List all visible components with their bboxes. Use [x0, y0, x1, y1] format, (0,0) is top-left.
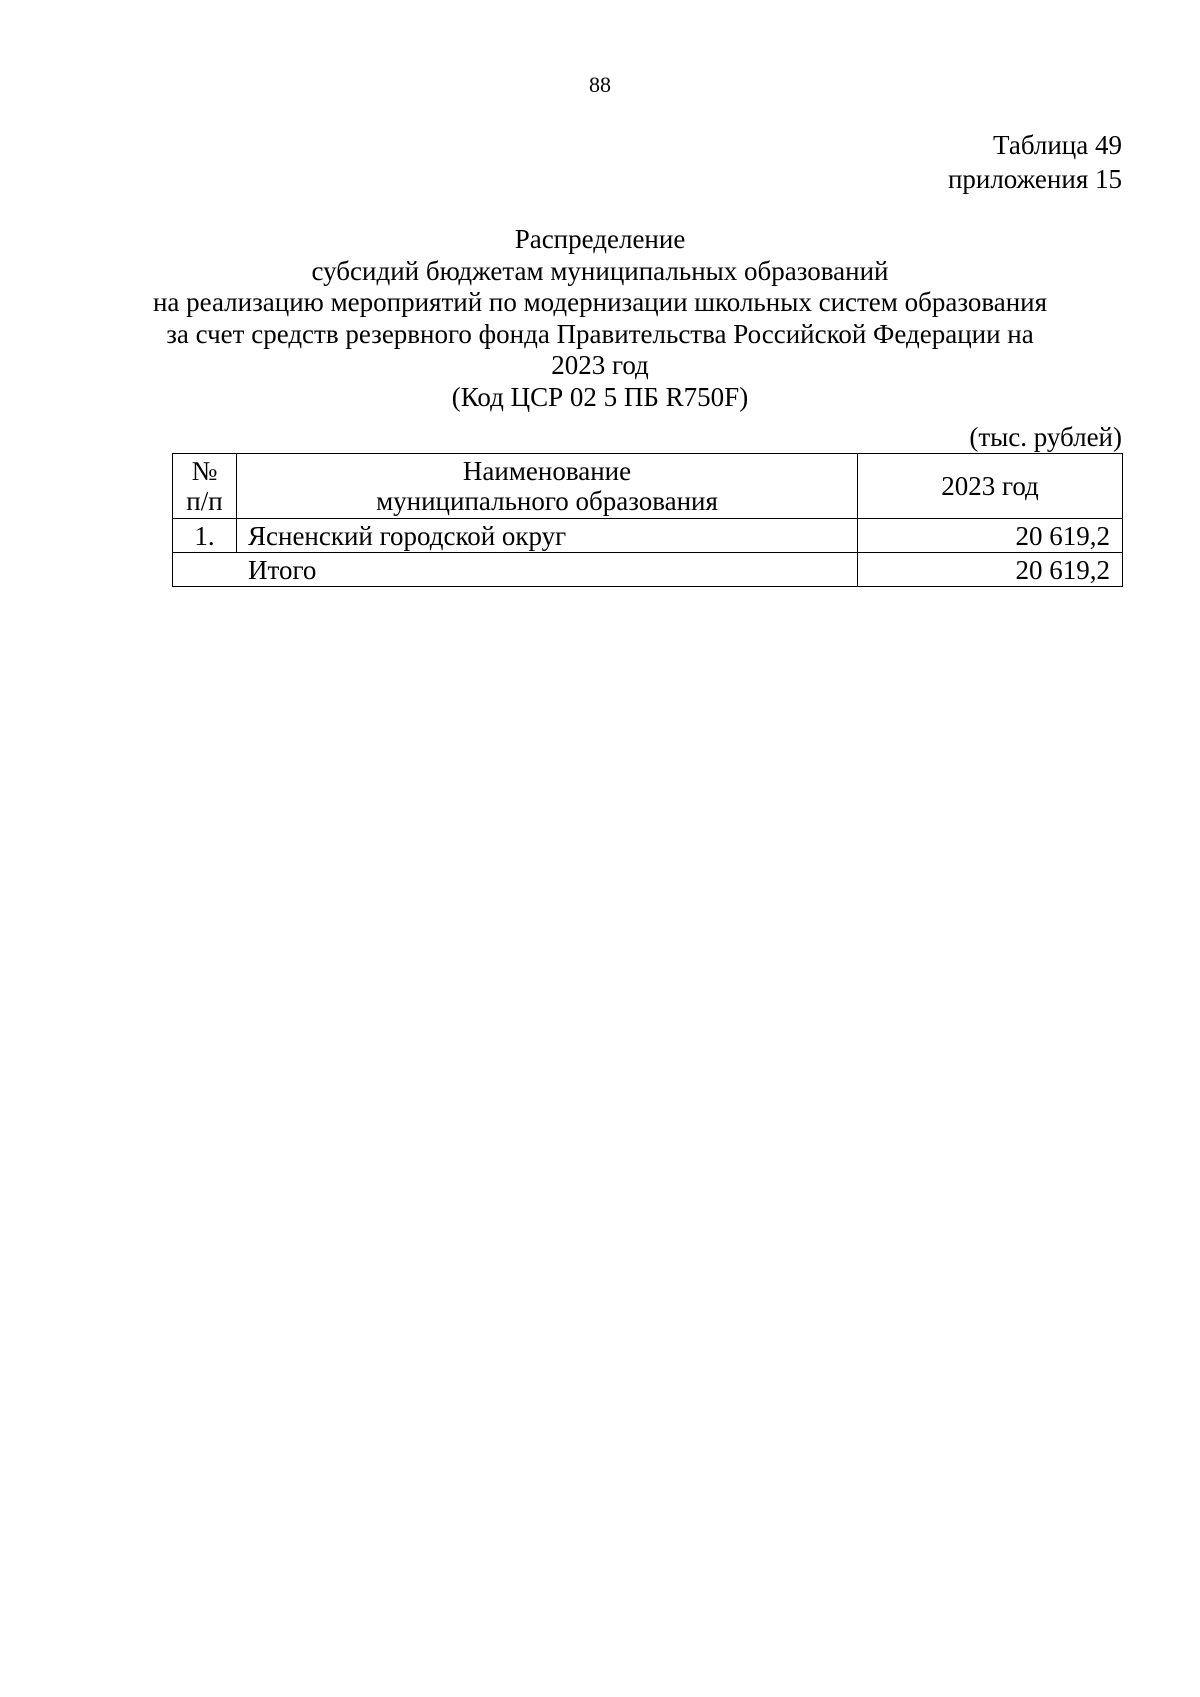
table-caption [948, 128, 1122, 196]
table-caption-appendix: приложения 15 [947, 164, 1122, 194]
header-name-line-1: Наименование [462, 456, 632, 486]
units-label: (тыс. рублей) [969, 422, 1122, 452]
title-line-4: за счет средств резервного фонда Правительства Российской Федерации на [166, 318, 1034, 349]
table-header-row [173, 454, 1123, 519]
header-name [237, 454, 858, 519]
title-line-3: на реализацию мероприятий по модернизации школьных систем образования [152, 287, 1048, 317]
table-caption-number: Таблица 49 [993, 130, 1122, 160]
row-number: 1. [173, 519, 237, 553]
row-municipality-name: Ясненский городской округ [237, 519, 858, 553]
title-line-6: (Код ЦСР 02 5 ПБ R750F) [451, 381, 749, 412]
table-row [173, 519, 1123, 553]
header-number-line-2: п/п [186, 486, 223, 516]
document-title [150, 224, 1050, 413]
header-number [173, 454, 237, 519]
header-number-line-1: № [191, 456, 218, 486]
title-line-2: субсидий бюджетам муниципальных образований [311, 255, 889, 286]
header-name-line-2: муниципального образования [376, 486, 718, 516]
total-amount: 20 619,2 [858, 553, 1123, 587]
row-amount: 20 619,2 [858, 519, 1123, 553]
table-total-row [173, 553, 1123, 587]
title-line-5: 2023 год [551, 350, 649, 380]
page-number: 88 [589, 72, 611, 97]
distribution-table [172, 453, 1123, 587]
header-year: 2023 год [858, 454, 1123, 519]
total-label: Итого [173, 553, 858, 587]
title-line-1: Распределение [514, 224, 686, 254]
